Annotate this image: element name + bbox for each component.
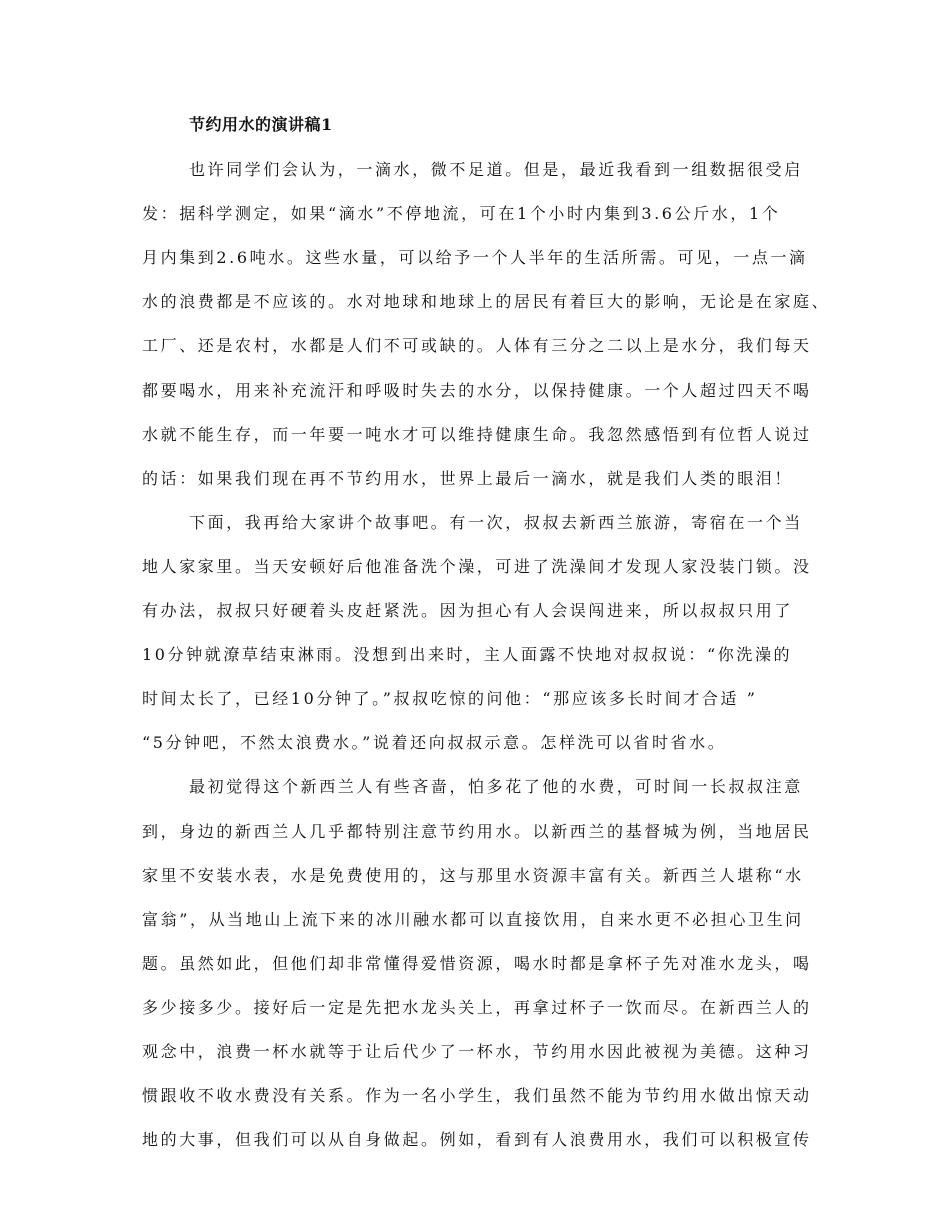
document-title: 节约用水的演讲稿1 [189,115,333,134]
text-line: 惯跟收不收水费没有关系。作为一名小学生，我们虽然不能为节约用水做出惊天动 [142,1086,812,1105]
text-line: 地人家家里。当天安顿好后他准备洗个澡，可进了洗澡间才发现人家没装门锁。没 [142,557,812,576]
text-line: 地的大事，但我们可以从自身做起。例如，看到有人浪费用水，我们可以积极宣传 [142,1130,812,1149]
text-line: “5分钟吧，不然太浪费水。”说着还向叔叔示意。怎样洗可以省时省水。 [142,733,727,752]
text-line: 月内集到2.6吨水。这些水量，可以给予一个人半年的生活所需。可见，一点一滴 [142,248,808,267]
text-line: 发：据科学测定，如果“滴水”不停地流，可在1个小时内集到3.6公斤水，1个 [142,204,781,223]
text-line: 富翁”，从当地山上流下来的冰川融水都可以直接饮用，自来水更不必担心卫生问 [142,910,804,929]
text-line: 到，身边的新西兰人几乎都特别注意节约用水。以新西兰的基督城为例，当地居民 [142,822,812,841]
text-line: 水就不能生存，而一年要一吨水才可以维持健康生命。我忽然感悟到有位哲人说过 [142,425,812,444]
text-line: 工厂、还是农村，水都是人们不可或缺的。人体有三分之二以上是水分，我们每天 [142,336,812,355]
text-line: 水的浪费都是不应该的。水对地球和地球上的居民有着巨大的影响，无论是在家庭、 [142,292,831,311]
text-line: 也许同学们会认为，一滴水，微不足道。但是，最近我看到一组数据很受启 [189,160,803,179]
text-line: 题。虽然如此，但他们却非常懂得爱惜资源，喝水时都是拿杯子先对准水龙头，喝 [142,954,812,973]
text-line: 时间太长了，已经10分钟了。”叔叔吃惊的问他：“那应该多长时间才合适 ” [142,689,758,708]
text-line: 有办法，叔叔只好硬着头皮赶紧洗。因为担心有人会误闯进来，所以叔叔只用了 [142,601,794,620]
text-line: 观念中，浪费一杯水就等于让后代少了一杯水，节约用水因此被视为美德。这种习 [142,1042,812,1061]
text-line: 10分钟就潦草结束淋雨。没想到出来时，主人面露不快地对叔叔说：“你洗澡的 [142,645,793,664]
text-line: 家里不安装水表，水是免费使用的，这与那里水资源丰富有关。新西兰人堪称“水 [142,866,804,885]
text-line: 最初觉得这个新西兰人有些吝啬，怕多花了他的水费，可时间一长叔叔注意 [189,777,803,796]
text-line: 的话：如果我们现在再不节约用水，世界上最后一滴水，就是我们人类的眼泪！ [142,469,794,488]
text-line: 下面，我再给大家讲个故事吧。有一次，叔叔去新西兰旅游，寄宿在一个当 [189,513,803,532]
text-line: 多少接多少。接好后一定是先把水龙头关上，再拿过杯子一饮而尽。在新西兰人的 [142,998,812,1017]
text-line: 都要喝水，用来补充流汗和呼吸时失去的水分，以保持健康。一个人超过四天不喝 [142,381,812,400]
